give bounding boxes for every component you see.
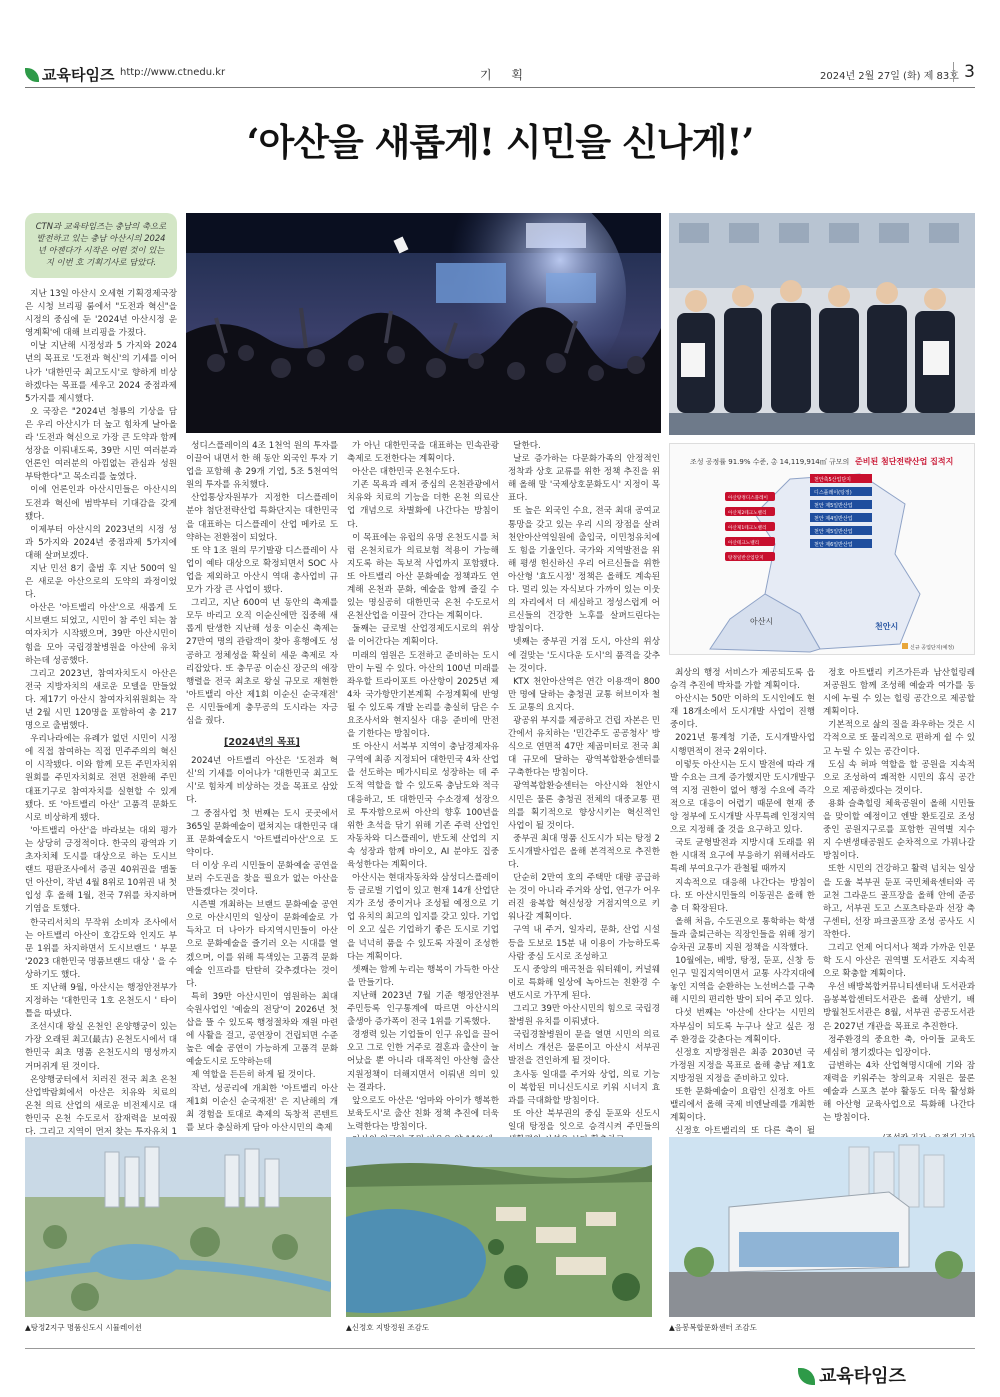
- concert-photo: [186, 213, 661, 433]
- paragraph: 그리고 2023년, 참여자치도시 아산은 전국 지방자치의 새로운 모델을 만들었다. 제17기 아산시 참여자치위원회는 작년 2월 시민 120명을 포함하여 총 217명으로 출범했다.: [25, 668, 177, 732]
- paragraph: 급변하는 4차 산업혁명시대에 기와 잠재력을 키워주는 창의교육 지원은 물론 예술과 스포츠 분야 활동도 더욱 활성화 해 아산형 교육사업으로 특화해 나간다는 방침이다.: [823, 1060, 975, 1124]
- caption-sinjeongho: ▲신정호 지방정원 조감도: [346, 1323, 429, 1332]
- map-headline-strong: 준비된 첨단전략산업 집적지: [855, 457, 954, 466]
- map-city-cheonan: 천안시: [875, 622, 899, 631]
- officials-photo: [669, 213, 975, 435]
- paragraph: 그리고, 지난 600여 년 동안의 축제를 모두 바리고 오직 이순신에만 집중해 새롭게 탄생한 지난해 성웅 이순신 축제는 27만여 명의 관람객이 찾아 흥행에도 성공하고 정체성을 확실히 세운 축제로 자리잡았다. 또 충무공 이순신 장군의 애장행렬을 전국 최초로 왕실 규모로 재현한 '아트밸리 아산 제1회 이순신 순국재전' 은 시민들에게 충무공의 도시라는 자긍심을 줬다.: [186, 598, 338, 726]
- paragraph: 기존 목욕과 레저 중심의 온천관광에서 치유와 치료의 기능을 더한 온천 의료산업 개념으로 차별화에 나간다는 방침이다.: [347, 480, 499, 530]
- paragraph: 용화 슬축힐링 체육공원이 올해 시민들을 맞이할 예정이고 엔발 환토길로 조성 중인 공원지구로를 포함한 권역별 지수지 수변생태공원도 순차적으로 가꿔나갈 방침이다.: [823, 798, 975, 862]
- paragraph: 또 약 1조 원의 무기발광 디스플레이 사업이 예타 대상으로 확정되면서 SOC 사업을 제외하고 아산시 역대 총사업비 규모가 가장 큰 사업이 됐다.: [186, 545, 338, 596]
- paragraph: 2021년 통계청 기준, 도시개발사업 시행면적이 전국 2위이다.: [670, 733, 815, 757]
- paragraph: 광공위 부지를 제공하고 건립 자본은 민간에서 유치하는 '민간주도 공공청사' 방식으로 연면적 47만 제곱미터로 전국 최대 규모에 달하는 광역복합환승센터를 구축한다는 방침이다.: [508, 715, 660, 779]
- paragraph: 온양행궁터에서 치러진 전국 최초 온천산업박람회에서 아산은 치유와 치료의 온천 의료 산업의 새로운 비전제시로 대한민국 온천 수도로서 잠재력을 보여줬다. 그리고 지역이 먼저 찾는 투자유치 1: [25, 1074, 177, 1137]
- paragraph: 날로 증가하는 다문화가족의 안정적인 정착과 상호 교류를 위한 정책 추진을 위해 올해 말 '국제상호문화도시' 지정이 목표다.: [508, 454, 660, 504]
- paragraph: 조선시대 왕실 온천인 온양행궁이 있는 가장 오래된 최고(最古) 온천도시에서 대한민국 최초 명품 온천도시의 명성까지 거머쥐게 된 것이다.: [25, 1022, 177, 1072]
- site-url[interactable]: http://www.ctnedu.kr: [120, 67, 226, 78]
- paragraph: 지속적으로 대응해 나간다는 방침이다. 또 아산시민들의 이동권은 올해 한층 더 확장된다.: [670, 877, 815, 914]
- paragraph: 산업통상자원부가 지정한 디스플레이 분야 첨단전략산업 특화단지는 대한민국을 대표하는 디스플레이 산업 메카로 도약하는 전환점이 되었다.: [186, 493, 338, 543]
- paragraph: 경쟁력 있는 기업들이 인구 유입을 끌어오고 그로 인한 거주로 결혼과 출산이 늘어났을 뿐 아니라 대폭적인 아산형 출산 지원정책이 더해지면서 이뤄낸 의미 있는 결과다.: [347, 1030, 499, 1093]
- paragraph: 또 아산시 서북부 지역이 충남경제자유구역에 최종 지정되어 대한민국 4차 산업을 선도하는 메가시티로 성장하는 데 주도적 역할을 할 수 있도록 충남도와 적극 대응하고, 또 대한민국 수소경제 성장으로 투자함으로써 아산의 향후 100년을 위한 초석을 닦기 위해 기존 주력 산업인 자동차와 디스플레이, 반도체 산업의 지속 성장과 함께 바이오, AI 분야도 집중 육성한다는 계획이다.: [347, 742, 499, 870]
- paragraph: 2024년 아트밸리 아산은 '도전과 혁신'의 기세를 이어나가 '대한민국 최고도시'로 힘차게 비상하는 것을 목표로 삼았다.: [186, 756, 338, 806]
- paragraph: 최상의 행정 서비스가 제공되도록 읍 승격 추진에 박차를 가할 계획이다.: [670, 668, 815, 692]
- caption-eumbong: ▲음봉복합문화센터 조감도: [669, 1323, 757, 1332]
- tangjeong-simulation-photo: [25, 1137, 331, 1317]
- paragraph: 국토 균형발전과 지방시대 도래를 위한 시대적 요구에 부응하기 위해서라도 특례 부여요구가 관철될 때까지: [670, 838, 815, 875]
- paragraph: 특히 39만 아산시민이 염원하는 최대 숙원사업인 '예술의 전당'이 2026년 첫 삽을 뜰 수 있도록 행정절차와 재원 마련에 사활을 걸고, 공연장이 건립되면 수준높은 예술 공연이 가능하게 고품격 문화예술도시로 도약하는데: [186, 991, 338, 1068]
- paragraph: 지난 민선 8기 출범 후 지난 500여 일은 새로운 아산으로의 도약의 과정이었다.: [25, 563, 177, 601]
- paragraph: 올해 처음, 수도권으로 통학하는 학생들과 출퇴근하는 직장인들을 위해 정기승차권 교통비 지원 정책을 시작했다.: [670, 916, 815, 953]
- paragraph: 단순히 2만여 호의 주택만 대량 공급하는 것이 아니라 주거와 상업, 연구가 어우러진 융복합 혁신성장 거점지역으로 키워나갈 계획이다.: [508, 873, 660, 923]
- paragraph: 또 높은 외국인 수요, 전국 최대 공여교통망을 갖고 있는 우리 시의 장점을 살려 천안아산역일원에 출입국, 이민청유치에도 힘을 기울인다. 국가와 지역발전을 위해 평생 헌신하신 우리 어르신들을 위한 아산형 '효도시정' 정책은 올해도 계속된다. 멀리 있는 자식보다 가까이 있는 이웃의 자리에서 더 세심하고 정성스럽게 어르신들의 건강한 노후를 살펴드린다는 방침이다.: [508, 506, 660, 635]
- paragraph: 미래의 염원은 도전하고 준비하는 도시만이 누릴 수 있다. 아산의 100년 미래를 좌우할 트라이포트 아산항이 2025년 제4차 국가항만기본계획 수정계획에 반영될 수 있도록 개발 논리를 충실히 담은 수요조사서와 현지실사 대응 준비에 만전을 기한다는 방침이다.: [347, 650, 499, 740]
- footer-divider: [25, 1348, 975, 1349]
- paragraph: 초사동 일대를 주거와 상업, 의료 기능이 복합된 미니신도시로 키워 시너지 효과를 극대화할 방침이다.: [508, 1069, 660, 1106]
- paragraph: 이에 언론인과 아산시민들은 아산시의 도전과 혁신에 범박부터 기대감을 갖게 됐다.: [25, 485, 177, 522]
- leaf-logo-icon: [25, 68, 39, 82]
- paragraph: 넷째는 중부권 거점 도시, 아산의 위상에 걸맞는 '도시다운 도시'의 품격을 갖추는 것이다.: [508, 637, 660, 674]
- paragraph: 앞으로도 아산은 '엄마와 아이가 행복한 보육도시'로 출산 친화 정책 추진에 더욱 노력한다는 방침이다.: [347, 1095, 499, 1132]
- paragraph: 또한 문화예술이 요람인 신정호 아트밸리에서 올해 국제 비엔날레를 개최한 계획이다.: [670, 1087, 815, 1124]
- paragraph: 또 아산 북부권의 중심 둔포와 신도시 일대 탕정을 잇으로 승격시켜 주민들의: [508, 1108, 660, 1132]
- intro-box: CTN과 교육타임즈는 충남의 축으로 발전하고 있는 충남 아산시의 2024년 아젠다가 시작은 어떤 것이 있는지 이번 호 기획기사로 담았다.: [25, 213, 177, 278]
- paragraph: 아산시는 50만 이하의 도시인에도 현재 18개소에서 도시개발 사업이 진행 중이다.: [670, 694, 815, 731]
- paragraph: 우리나라에는 유례가 없던 시민이 시정에 직접 참여하는 직접 민주주의의 혁신이 시작됐다. 이와 함께 모든 주민자치위원회를 주민자치회로 전면 전환해 주민대표기구로 참여자치를 실현할 수 있게 됐다. 또 '아트밸리 아산' 고품격 문화도시로 비상하게 됐다.: [25, 734, 177, 823]
- paragraph: 신정호 아트밸리의 또 다른 축이 될: [675, 1126, 815, 1137]
- paragraph: 도심 속 허파 역할을 할 공원을 지속적으로 조성하여 쾌적한 시민의 휴식 공간으로 제공하겠다는 것이다.: [823, 759, 975, 796]
- paragraph: 그 중점사업 첫 번째는 도시 곳곳에서 365일 문화예술이 펼쳐지는 대한민국 대표 문화예술도시 '아트밸리아산'으로 도약이다.: [186, 808, 338, 858]
- map-complex-label: 천안 제6일반산업: [814, 542, 853, 548]
- paragraph: 아산은 대한민국 온천수도다.: [352, 467, 460, 478]
- caption-tangjeong: ▲탕정2지구 명품신도시 시뮬레이션: [25, 1323, 142, 1332]
- paragraph: 더 이상 우리 시민들이 문화예술 공연을 보러 수도권을 찾을 필요가 없는 아산을 만들겠다는 것이다.: [186, 860, 338, 898]
- paragraph: 성디스플레이의 4조 1천억 원의 투자를 이끌어 내면서 한 해 동안 외국인 투자 기업을 포함해 총 29개 기업, 5조 5천여억 원의 투자를 유치했다.: [186, 441, 338, 491]
- paragraph: 국립경찰병원이 문을 열면 시민의 의료 서비스 개선은 물론이고 아산시 서부권 발전을 견인하게 될 것이다.: [508, 1030, 660, 1067]
- paragraph: 그리고 39만 아산시민의 힘으로 국립경찰병원 유치를 이뤄냈다.: [508, 1004, 660, 1028]
- paragraph: 기본적으로 삶의 질을 좌우하는 것은 시각적으로 또 물리적으로 편하게 쉴 수 있고 누릴 수 있는 공간이다.: [823, 720, 975, 757]
- paragraph: 이 목표에는 유럽의 유명 온천도시를 처럼 온천치료가 의료보험 적용이 가능해지도록 하는 독보적 사업까지 포함됐다. 또 아트밸리 아산 문화예술 정책과도 연계해 온천과 문화, 예술을 함께 즐길 수 있는 명실공히 대한민국 온천 수도로서 온천산업을 이끌어 간다는 계획이다.: [347, 532, 499, 622]
- article-title: ‘아산을 새롭게! 시민을 신나게!’: [246, 120, 754, 164]
- sinjeongho-garden-photo: [346, 1137, 652, 1317]
- map-city-asan: 아산시: [750, 617, 774, 626]
- header-divider: [25, 87, 975, 88]
- page-header: [25, 62, 975, 84]
- section-label: 기 획: [480, 68, 531, 82]
- paragraph: 셋째는 함께 누리는 행복이 가득한 아산을 만들기다.: [347, 964, 499, 988]
- map-legend: 신규 공업단지(예정): [910, 645, 955, 651]
- map-left-label: 아산제2테크노밸리: [728, 511, 767, 516]
- paragraph: 이제부터 아산시의 2023년의 시정 성과 5가지와 2024년 중점과제 5가지에 대해 살펴보겠다.: [25, 524, 177, 561]
- paragraph: 둘째는 글로벌 산업경제도시로의 위상을 이어간다는 계획이다.: [347, 624, 499, 648]
- paragraph: 제 역할을 든든히 하게 될 것이다.: [191, 1070, 316, 1081]
- paragraph: 아산은 '아트밸리 아산'으로 새롭게 도시브랜드 되었고, 시민이 참 주인 되는 참여자치가 시작됐으며, 39만 아산시민이 힘을 모아 국립경찰병원을 아산에 유치하는데 성공했다.: [25, 603, 177, 666]
- map-complex-label: 디스플레이(탕정): [814, 490, 852, 496]
- paragraph: 달한다.: [513, 441, 541, 451]
- paragraph: 중부권 최대 명품 신도시가 되는 탕정 2도시개발사업은 올해 본격적으로 추진한다.: [508, 833, 660, 870]
- paragraph: 정주환경의 중요한 축, 아이들 교육도 세심히 챙기겠다는 입장이다.: [823, 1034, 975, 1058]
- paragraph: 도시 중앙의 매곡천을 워터웨이, 커널웨이로 특화해 일상에 녹아드는 친환경 수변도시로 가꾸게 된다.: [508, 964, 660, 1001]
- paragraph: '아트밸리 아산'을 바라보는 대외 평가는 상당히 긍정적이다. 한국의 광역과 기초자치체 도시를 대상으로 하는 도시브랜드 평판조사에서 증권 40위권을 맴돌던 아산이, 작년 4월 8위로 10위권 내 첫 입성 후 올해 1월, 전국 7위를 차지하며 기염을 토했다.: [25, 825, 177, 915]
- paragraph: 시즌별 개최하는 브랜드 문화예술 공연으로 아산시민의 일상이 문화예술로 가득차고 더 나아가 타지역시민들이 아산으로 문화예술을 즐기러 오는 시대를 열겠으며, 이를 위해 특색있는 고품격 문화예술 인프라를 탄탄히 갖추겠다는 것이다.: [186, 900, 338, 989]
- header-logo: [25, 64, 114, 85]
- eumbong-center-photo: [669, 1137, 975, 1317]
- map-left-label: 아산테크노밸리: [728, 541, 760, 546]
- industrial-map-infographic: [669, 443, 975, 655]
- map-left-label: 아산제1테크노밸리: [728, 526, 767, 531]
- map-complex-label: 천안 제4일반산업: [814, 516, 853, 522]
- paragraph: 우선 배방복합커뮤니티센터내 도서관과 음봉복합센터도서관은 올해 상반기, 배방월천도서관은 8월, 서부권 공공도서관은 2027년 개관을 목표로 추진한다.: [823, 982, 975, 1032]
- paragraph: 가 아닌 대한민국을 대표하는 민속관광축제로 도전한다는 계획이다.: [347, 441, 499, 465]
- page-number: 3: [953, 62, 975, 82]
- map-complex-label: 천안축5산업단지: [814, 477, 851, 483]
- paragraph: 신정호 지방정원은 최종 2030년 국가정원 지정을 목표로 올해 충남 제1호 지방정원 지정을 준비하고 있다.: [670, 1047, 815, 1084]
- logo-text: 교육타임즈: [42, 66, 115, 84]
- map-complex-label: 천안 제5일반산업: [814, 529, 853, 535]
- subheading: [2024년의 목표]: [224, 737, 300, 749]
- paragraph: KTX 천안아산역은 연간 이용객이 800만 명에 달하는 충청권 교통 허브이자 철도 교통의 요지다.: [508, 676, 660, 713]
- paragraph: 이렇듯 아산시는 도시 발전에 따라 개발 수요는 크게 증가했지만 도시개발구역 지정 권한이 없어 행정 수요에 즉각적으로 대응이 어렵기 때문에 현재 중앙 정부에 도시개발 사무특례 인정지역으로 지정해 줄 것을 요구하고 있다.: [670, 759, 815, 836]
- leaf-logo-icon: [798, 1368, 815, 1385]
- paragraph: 그리고 언제 어디서나 책과 가까운 인문학 도시 아산은 권역별 도서관도 지속적으로 확충할 계획이다.: [823, 942, 975, 980]
- issue-date: 2024년 2월 27일 (화) 제 83호: [820, 71, 959, 82]
- footer-logo: [798, 1362, 906, 1388]
- paragraph: 구역 내 주거, 일자리, 문화, 산업 시설 등을 도보로 15분 내 이용이 가능하도록 사람 중심 도시로 조성하고: [508, 925, 660, 962]
- map-headline-prefix: 조성 공정률 91.9% 수준, 총 14,119,914㎡ 규모의: [690, 458, 850, 466]
- map-complex-label: 천안 제5일반산업: [814, 503, 853, 509]
- paragraph: 광역복합환승센터는 아산시와 천안시 시민은 물론 충청권 전체의 대중교통 편의를 획기적으로 향상시키는 혁신적인 사업이 될 것이다.: [508, 781, 660, 831]
- map-left-label: 아산탕정디스플레이: [728, 496, 768, 501]
- paragraph: 한국리서치의 무작위 소비자 조사에서는 아트밸리 아산이 호감도와 인지도 부문 1위를 차지하면서 도시브랜드 ' 부문 '2023 대한민국 명품브랜드 대상 ' 을 수상하기도 했다.: [25, 917, 177, 980]
- paragraph: 지난해 2023년 7월 기준 행정안전부 주민등록 인구통계에 따르면 아산시의 출생아 증가폭이 전국 1위를 기록했다.: [347, 990, 499, 1028]
- paragraph: 아산시는 현대자동차와 삼성디스플레이 등 글로벌 기업이 있고 현재 14개 산업단지가 조성 중이거나 조성될 예정으로 기업 유치의 최고의 입지를 갖고 있다. 기업이 오고 싶은 기업하기 좋은 도시로 기업을 넉넉히 품을 수 있도록 자질이 조성한다는 계획이다.: [347, 873, 499, 962]
- paragraph: 또한 시민의 건강하고 활력 넘치는 일상을 도울 북부권 둔포 국민체육센터와 곡교천 그라운드 골프장을 올해 안에 준공하고, 서부권 도고 스포츠타운과 선장 축구센터, 선장 파크골프장 조성 공사도 시작한다.: [823, 864, 975, 940]
- paragraph: 오 국장은 "2024년 청룡의 기상을 담은 우리 아산시가 더 높고 힘차게 날아올라 '도전과 혁신으로 가장 큰 도약과 함께 성장을 이뤄내도록, 39만 시민 여러분과 언론인 여러분의 아낌없는 관심과 성원 부탁한다"고 목소리를 높였다.: [25, 406, 177, 483]
- paragraph: 다섯 번째는 '아산에 산다'는 시민의 자부심이 되도록 누구나 살고 싶은 정주 환경을 갖춘다는 계획이다.: [670, 1008, 815, 1045]
- paragraph: 또 지난해 9월, 아산시는 행정안전부가 지정하는 '대한민국 1호 온천도시 ' 타이틀을 따냈다.: [25, 982, 177, 1020]
- paragraph: 지난 13일 아산시 오세현 기획경제국장은 시청 브리핑 룸에서 "도전과 혁신"을 시정의 중심에 둔 '2024년 아산시정 운영계획'에 대해 브리핑을 가졌다.: [25, 289, 177, 339]
- paragraph: 이날 지난해 시정성과 5 가지와 2024년의 목표로 '도전과 혁신'의 기세를 이어나가 '대한민국 최고도시'로 향하게 비상하겠다는 목표를 세우고 2024 중점과제 5가지를 제시했다.: [25, 341, 177, 404]
- paragraph: 10월에는, 배방, 탕정, 둔포, 신창 등 인구 밀집지역이면서 교통 사각지대에 놓인 지역을 순환하는 노선버스를 구축해 시민의 편리한 발이 되어 주고 있다.: [670, 956, 815, 1006]
- paragraph: 정호 아트밸리 키즈가든과 남산힐링레저공원도 함께 조성해 예술과 여가를 동시에 누릴 수 있는 힐링 공간으로 제공할 계획이다.: [823, 668, 975, 718]
- map-left-label: 탕정일반산업단지: [728, 556, 764, 561]
- paragraph: 작년, 성공리에 개최한 '아트밸리 아산 제1회 이순신 순국재전' 은 지난해의 개최 경험을 토대로 축제의 독창적 콘텐트를 보다 충실하게 담아 아산시민의 축제: [186, 1083, 338, 1133]
- footer-logo-text: 교육타임즈: [819, 1366, 906, 1387]
